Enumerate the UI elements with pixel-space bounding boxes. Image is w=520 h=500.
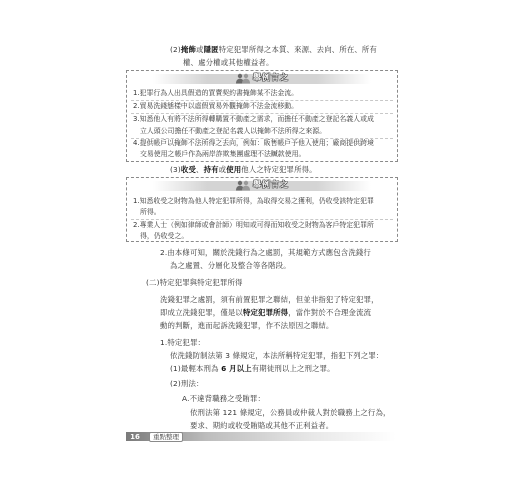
example-item: 1.知悉收受之財物為他人特定犯罪所得，為取得交易之獲利，仍收受該特定犯罪 (133, 197, 374, 205)
sub-item-a: A.不違背職務之受賄罪： (182, 394, 265, 403)
text-fragment: 或 (218, 165, 227, 174)
section-3-line (170, 164, 317, 175)
paragraph-3-line-2 (160, 307, 371, 318)
paragraph-2-line-2: 為之處置、分層化及整合等各階段。 (170, 261, 291, 270)
example-item: 3.知悉他人有將不法所得轉購置不動產之需求，而擔任不動產之登記名義人或成 (133, 115, 374, 123)
example-item: 2.貿易洗錢態樣中以虛假貿易外觀掩飾不法金流移動。 (133, 102, 299, 110)
bold-term: 收受 (180, 165, 197, 174)
bold-term: 持有 (203, 165, 219, 174)
page-number: 16 (130, 433, 140, 441)
footer-brand: 重點整理 (149, 432, 183, 442)
example-box-2 (126, 177, 398, 242)
bold-term: 隱匿 (203, 45, 219, 54)
example-label-text: 舉例言之 (253, 73, 289, 82)
text-fragment: 他人之特定犯罪所得。 (241, 165, 317, 174)
people-icon (235, 73, 251, 84)
text-fragment: 有期徒刑以上之刑之罪。 (251, 364, 335, 373)
subheading: (二)特定犯罪與特定犯罪所得 (146, 278, 243, 287)
text-fragment: (1)最輕本刑為 (170, 364, 222, 373)
section-2-line-1 (170, 44, 377, 55)
section-2-line-2: 權、處分權或其他權益者。 (183, 58, 274, 67)
example-item: 1.犯罪行為人出具假造的買賣契約書掩飾某不法金流。 (133, 89, 299, 97)
text-fragment: ，當作對於不合理金流流 (288, 308, 372, 317)
item-1-text: 依洗錢防制法第 3 條規定，本法所稱特定犯罪，指犯下列之罪： (170, 351, 384, 360)
sub-item-a-text-1: 依刑法第 121 條規定，公務員或仲裁人對於職務上之行為， (190, 408, 391, 417)
text-fragment: 、 (196, 165, 204, 174)
bold-term: 特定犯罪所得 (242, 308, 289, 317)
bold-term: 6 月以上 (221, 364, 252, 373)
example-item: 得，仍收受之。 (140, 232, 189, 240)
text-fragment: 或 (196, 45, 204, 54)
example-item: 立人頭公司擔任不動產之登記名義人以掩飾不法所得之來源。 (140, 127, 327, 135)
bold-term: 使用 (226, 165, 242, 174)
paragraph-3-line-1: 洗錢犯罪之處罰，須有前置犯罪之聯結，但並非指犯了特定犯罪， (160, 295, 379, 304)
example-label (235, 72, 289, 84)
sub-item-2: (2)刑法： (170, 379, 204, 388)
example-label (235, 179, 289, 191)
bold-term: 掩飾 (180, 45, 197, 54)
sub-item-a-text-2: 要求、期約或收受賄賂或其他不正利益者。 (190, 421, 334, 430)
example-item: 4.提供帳戶以掩飾不法所得之去向，例如：販售帳戶予他人使用；廠商提供跨境 (133, 139, 374, 147)
item-1-heading: 1.特定犯罪： (160, 338, 206, 347)
section-number: (3) (170, 165, 181, 174)
example-item: 2.專業人士（例如律師或會計師）明知或可得而知收受之財物為客戶特定犯罪所 (133, 221, 374, 229)
sub-item-1 (170, 363, 335, 374)
text-fragment: 即成立洗錢犯罪，僅是以 (160, 308, 243, 317)
text-fragment: 特定犯罪所得之本質、來源、去向、所在、所有 (218, 45, 378, 54)
example-label-text: 舉例言之 (253, 180, 289, 189)
people-icon (235, 180, 251, 191)
section-number: (2) (170, 45, 181, 54)
example-item: 所得。 (140, 208, 161, 216)
example-item: 交易使用之帳戶作為兩岸詐欺集團處理不法贓款使用。 (140, 150, 306, 158)
paragraph-3-line-3: 動的判斷，進而起訴洗錢犯罪，作不法原因之聯結。 (160, 321, 334, 330)
example-box-1 (126, 70, 398, 162)
paragraph-2-line-1: 2.由本條可知，關於洗錢行為之處罰，其規範方式應包含洗錢行 (160, 248, 371, 257)
